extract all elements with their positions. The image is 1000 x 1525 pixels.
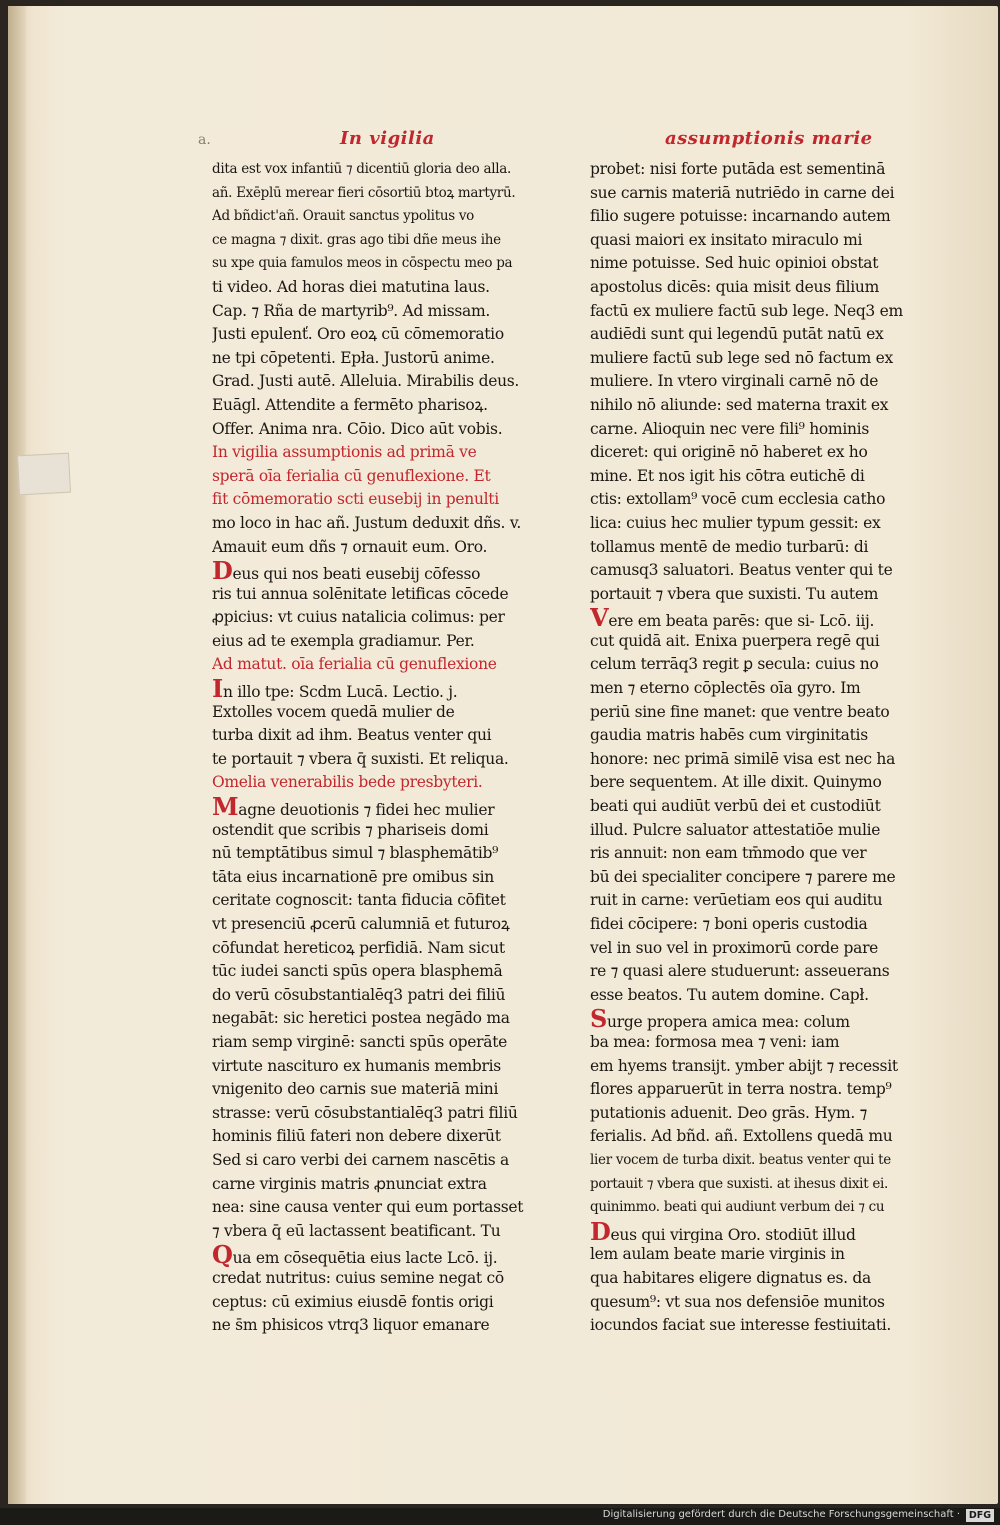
page-gutter-edge: [8, 6, 26, 1504]
text-line: tāta eius incarnationē pre omibus sin: [212, 867, 494, 886]
text-line: vel in suo vel in proximorū corde pare: [590, 938, 879, 957]
text-line: quesum⁹: vt sua nos defensiōe munitos: [590, 1292, 885, 1311]
text-line: Deus qui nos beati eusebij cōfesso: [212, 559, 481, 583]
text-line: Justi epulenť. Oro eoꝝ cū cōmemoratio: [212, 325, 504, 344]
text-line: carne virginis matris ꝓnunciat extra: [212, 1174, 487, 1193]
text-line: cōfundat hereticoꝝ perfidiā. Nam sicut: [212, 938, 505, 957]
text-line: ba mea: formosa mea ⁊ veni: iam: [590, 1032, 840, 1051]
text-line: su xpe quia famulos meos in cōspectu meo pa: [212, 255, 513, 272]
text-line: nime potuisse. Sed huic opinioi obstat: [590, 254, 879, 273]
running-head-right: assumptionis marie: [665, 128, 873, 149]
text-line: Euāgl. Attendite a fermēto pharisoꝝ.: [212, 395, 488, 414]
text-line: añ. Exēplū merear fieri cōsortiū btoꝝ martyrū.: [212, 184, 516, 201]
text-line: re ⁊ quasi alere studuerunt: asseuerans: [590, 962, 890, 981]
text-line: In illo tpe: Scdm Lucā. Lectio. j.: [212, 677, 458, 701]
text-line: cut quidā ait. Enixa puerpera regē qui: [590, 631, 880, 650]
text-line: Surge propera amica mea: colum: [590, 1007, 850, 1031]
text-line: ceptus: cū eximius eiusdē fontis origi: [212, 1292, 494, 1311]
text-line: factū ex muliere factū sub lege. Neq3 em: [590, 301, 903, 320]
text-line: camusq3 saluatori. Beatus venter qui te: [590, 561, 893, 580]
text-line: Deus qui virgina Oro. stodiūt illud: [590, 1219, 856, 1244]
text-line: te portauit ⁊ vbera q̄ suxisti. Et reliqua.: [212, 749, 509, 768]
text-line: Qua em cōsequētia eius lacte Lcō. ij.: [212, 1243, 498, 1267]
text-line: ferialis. Ad bñd. añ. Extollens quedā mu: [590, 1127, 893, 1146]
text-line: nea: sine causa venter qui eum portasset: [212, 1198, 524, 1217]
text-line: celum terrāq3 regit ꝑ secula: cuius no: [590, 655, 879, 674]
text-line: ris annuit: non eam tm̄modo que ver: [590, 844, 867, 863]
text-line: ꝓpicius: vt cuius natalicia colimus: per: [212, 608, 505, 627]
text-line: periū sine fine manet: que ventre beato: [590, 702, 890, 721]
text-line: Amauit eum dñs ⁊ ornauit eum. Oro.: [212, 537, 488, 556]
text-line: ti video. Ad horas diei matutina laus.: [212, 277, 490, 296]
text-line: diceret: qui originē nō haberet ex ho: [590, 443, 868, 462]
text-line: ruit in carne: verūetiam eos qui auditu: [590, 891, 883, 910]
text-line: Grad. Justi autē. Alleluia. Mirabilis deus.: [212, 372, 520, 391]
text-line: portauit ⁊ vbera que suxisti. at ihesus dixit ei.: [590, 1175, 889, 1192]
text-column-right: [590, 158, 936, 1338]
text-line: vt presenciū ꝓcerū calumniā et futuroꝝ: [212, 915, 510, 933]
text-line: Offer. Anima nra. Cōio. Dico aūt vobis.: [212, 419, 503, 438]
text-line: sperā oīa ferialia cū genuflexione. Et: [212, 466, 491, 485]
text-line: men ⁊ eterno cōplectēs oīa gyro. Im: [590, 679, 861, 698]
text-line: bū dei specialiter concipere ⁊ parere me: [590, 867, 896, 886]
text-line: flores apparuerūt in terra nostra. temp⁹: [590, 1080, 892, 1099]
text-line: nihilo nō aliunde: sed materna traxit ex: [590, 395, 889, 414]
text-line: illud. Pulcre saluator attestatiōe mulie: [590, 820, 881, 839]
folio-mark: a.: [198, 132, 211, 148]
text-line: In vigilia assumptionis ad primā ve: [212, 443, 477, 462]
thumb-tab: [17, 453, 71, 496]
text-line: tūc iudei sancti spūs opera blasphemā: [212, 962, 503, 981]
text-line: ne s̄m phisicos vtrq3 liquor emanare: [212, 1316, 490, 1335]
text-line: filio sugere potuisse: incarnando autem: [590, 207, 891, 226]
text-line: sue carnis materiā nutriēdo in carne dei: [590, 183, 895, 202]
text-line: ⁊ vbera q̄ eū lactassent beatificant. Tu: [212, 1221, 501, 1240]
text-line: strasse: verū cōsubstantialēq3 patri filiū: [212, 1103, 518, 1122]
text-line: turba dixit ad ihm. Beatus venter qui: [212, 726, 492, 745]
text-line: ris tui annua solēnitate letificas cōcede: [212, 584, 509, 603]
text-line: ceritate cognoscit: tanta fiducia cōfitet: [212, 891, 506, 910]
text-line: gaudia matris habēs cum virginitatis: [590, 726, 868, 745]
text-line: Sed si caro verbi dei carnem nascētis a: [212, 1150, 509, 1169]
text-line: dita est vox infantiū ⁊ dicentiū gloria deo alla.: [212, 161, 512, 177]
text-line: muliere. In vtero virginali carnē nō de: [590, 372, 879, 391]
text-line: mo loco in hac añ. Justum deduxit dñs. v.: [212, 513, 522, 532]
text-line: fit cōmemoratio scti eusebij in penulti: [212, 490, 499, 509]
text-line: quinimmo. beati qui audiunt verbum dei ⁊ cu: [590, 1199, 885, 1216]
text-line: Extolles vocem quedā mulier de: [212, 702, 455, 721]
text-line: portauit ⁊ vbera que suxisti. Tu autem: [590, 584, 879, 603]
text-line: Ad bñdict'añ. Orauit sanctus ypolitus vo: [212, 208, 474, 225]
text-line: virtute nascituro ex humanis membris: [212, 1056, 501, 1075]
text-line: ostendit que scribis ⁊ phariseis domi: [212, 820, 489, 839]
text-line: nū temptātibus simul ⁊ blasphemātib⁹: [212, 844, 499, 863]
text-line: negabāt: sic heretici postea negādo ma: [212, 1009, 510, 1028]
text-line: carne. Alioquin nec vere fili⁹ hominis: [590, 419, 869, 438]
text-column-left: [212, 158, 554, 1338]
text-line: audiēdi sunt qui legendū putāt natū ex: [590, 325, 884, 344]
text-line: do verū cōsubstantialēq3 patri dei filiū: [212, 985, 506, 1004]
text-line: putationis aduenit. Deo grās. Hym. ⁊: [590, 1103, 868, 1122]
text-line: probet: nisi forte putāda est sementinā: [590, 160, 886, 178]
dfg-logo: DFG: [966, 1509, 994, 1522]
funding-credit: Digitalisierung gefördert durch die Deutsche Forschungsgemeinschaft ·: [602, 1509, 960, 1520]
text-line: beati qui audiūt verbū dei et custodiūt: [590, 797, 881, 816]
text-line: Cap. ⁊ Rña de martyrib⁹. Ad missam.: [212, 301, 491, 320]
text-line: ne tpi cōpetenti. Epła. Justorū anime.: [212, 348, 495, 367]
text-line: lem aulam beate marie virginis in: [590, 1245, 845, 1264]
text-line: hominis filiū fateri non debere dixerūt: [212, 1127, 501, 1146]
text-line: esse beatos. Tu autem domine. Capł.: [590, 985, 869, 1004]
text-line: lica: cuius hec mulier typum gessit: ex: [590, 513, 881, 532]
text-line: em hyems transijt. ymber abijt ⁊ recessit: [590, 1056, 898, 1075]
text-line: eius ad te exempla gradiamur. Per.: [212, 631, 475, 650]
text-line: Vere em beata parēs: que si- Lcō. iij.: [590, 606, 875, 630]
text-line: credat nutritus: cuius semine negat cō: [212, 1268, 504, 1287]
text-line: apostolus dicēs: quia misit deus filium: [590, 277, 879, 296]
text-line: bere sequentem. At ille dixit. Quinymo: [590, 773, 882, 792]
text-line: fidei cōcipere: ⁊ boni operis custodia: [590, 915, 868, 933]
text-line: tollamus mentē de medio turbarū: di: [590, 537, 869, 556]
text-line: riam semp virginē: sancti spūs operāte: [212, 1032, 508, 1051]
text-line: Omelia venerabilis bede presbyteri.: [212, 773, 483, 792]
text-line: muliere factū sub lege sed nō factum ex: [590, 348, 893, 367]
text-line: ce magna ⁊ dixit. gras ago tibi dñe meus ihe: [212, 231, 501, 248]
text-line: Ad matut. oīa ferialia cū genuflexione: [212, 655, 497, 674]
running-head-left: In vigilia: [340, 128, 435, 149]
text-line: mine. Et nos igit his cōtra eutichē di: [590, 466, 865, 485]
text-line: lier vocem de turba dixit. beatus venter qui te: [590, 1151, 891, 1168]
text-line: ctis: extollam⁹ vocē cum ecclesia catho: [590, 490, 886, 509]
text-line: qua habitares eligere dignatus es. da: [590, 1268, 871, 1287]
text-line: honore: nec primā similē visa est nec ha: [590, 749, 896, 768]
text-line: quasi maiori ex insitato miraculo mi: [590, 230, 863, 249]
text-line: Magne deuotionis ⁊ fidei hec mulier: [212, 795, 495, 819]
text-line: iocundos faciat sue interesse festiuitati.: [590, 1316, 892, 1335]
text-line: vnigenito deo carnis sue materiā mini: [212, 1080, 499, 1099]
